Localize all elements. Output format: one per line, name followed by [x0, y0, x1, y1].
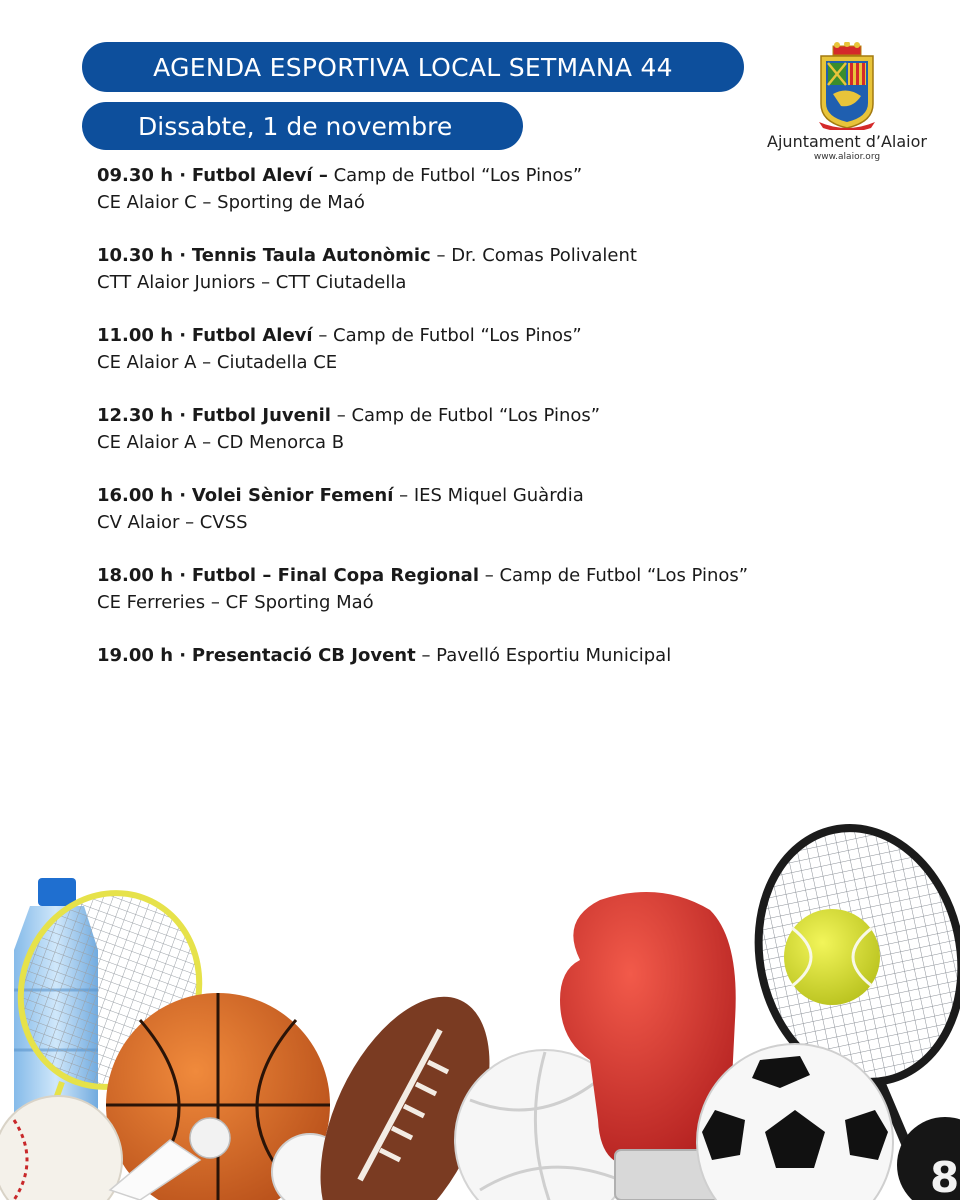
event-venue: – IES Miquel Guàrdia — [399, 485, 584, 506]
event-time: 16.00 h · — [97, 485, 187, 506]
event-item — [97, 162, 857, 242]
event-match: CE Alaior A – Ciutadella CE — [97, 352, 338, 373]
logo-name: Ajuntament d’Alaior — [767, 132, 927, 151]
event-time: 18.00 h · — [97, 565, 187, 586]
baseball-icon — [0, 1096, 122, 1200]
event-item — [97, 402, 857, 482]
event-time: 12.30 h · — [97, 405, 187, 426]
event-sport: Futbol Juvenil — [191, 405, 331, 426]
event-time: 19.00 h · — [97, 645, 187, 666]
event-time: 09.30 h · — [97, 165, 187, 186]
event-time: 10.30 h · — [97, 245, 187, 266]
event-item — [97, 322, 857, 402]
event-venue: – Dr. Comas Polivalent — [436, 245, 637, 266]
town-logo — [762, 42, 932, 172]
coat-of-arms-icon — [815, 42, 879, 130]
event-sport: Presentació CB Jovent — [191, 645, 416, 666]
event-item — [97, 482, 857, 562]
tennis-ball-icon — [784, 909, 880, 1005]
agenda-list — [97, 162, 857, 722]
event-sport: Futbol Aleví — [191, 325, 313, 346]
event-venue: – Camp de Futbol “Los Pinos” — [318, 325, 582, 346]
date-banner — [82, 102, 523, 150]
event-time: 11.00 h · — [97, 325, 187, 346]
event-venue: – Camp de Futbol “Los Pinos” — [484, 565, 749, 586]
event-item — [97, 242, 857, 322]
page-title: AGENDA ESPORTIVA LOCAL SETMANA 44 — [153, 52, 673, 82]
logo-url: www.alaior.org — [813, 152, 881, 162]
event-sport: Futbol – Final Copa Regional — [191, 565, 479, 586]
billiard-ball-number: 8 — [930, 1153, 960, 1200]
event-venue: Camp de Futbol “Los Pinos” — [333, 165, 583, 186]
event-item — [97, 642, 857, 722]
event-item — [97, 562, 857, 642]
event-match: CE Alaior A – CD Menorca B — [97, 432, 345, 453]
event-match: CTT Alaior Juniors – CTT Ciutadella — [97, 272, 407, 293]
event-match: CV Alaior – CVSS — [97, 512, 248, 533]
event-match: CE Ferreries – CF Sporting Maó — [97, 592, 374, 613]
event-venue: – Pavelló Esportiu Municipal — [421, 645, 672, 666]
sports-equipment-illustration — [0, 820, 960, 1200]
event-venue: – Camp de Futbol “Los Pinos” — [336, 405, 601, 426]
event-sport: Volei Sènior Femení — [191, 485, 394, 506]
date-label: Dissabte, 1 de novembre — [138, 111, 453, 141]
title-banner — [82, 42, 744, 92]
event-sport: Futbol Aleví – — [191, 165, 328, 186]
event-sport: Tennis Taula Autonòmic — [191, 245, 431, 266]
event-match: CE Alaior C – Sporting de Maó — [97, 192, 365, 213]
